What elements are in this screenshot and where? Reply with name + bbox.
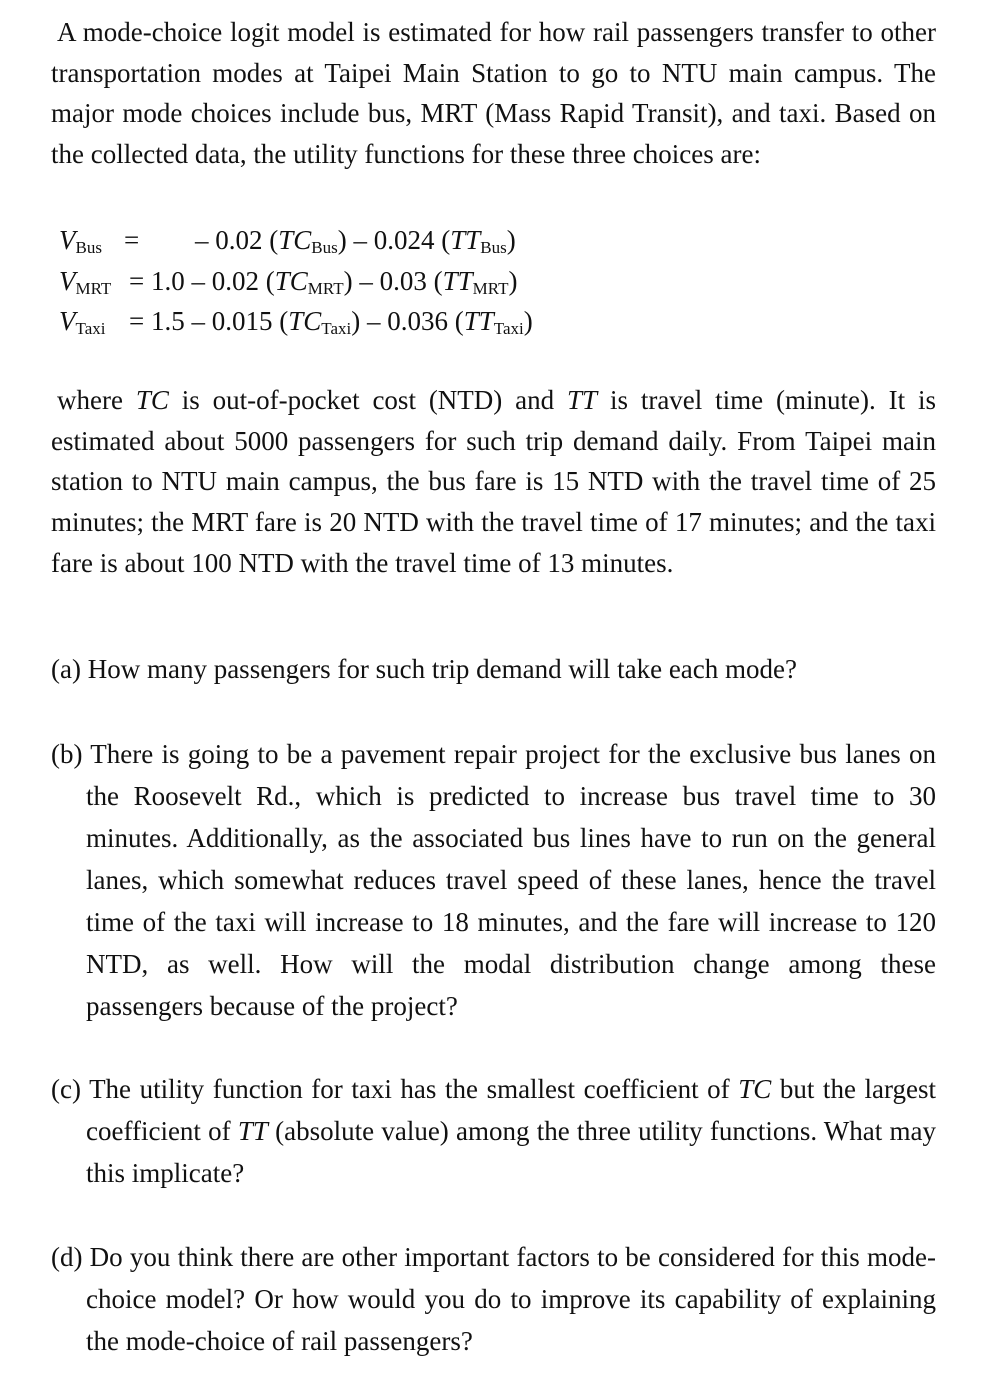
equation-lhs: $V_{MRT}$ xyxy=(59,265,112,298)
intro-paragraph xyxy=(51,12,936,175)
equals-sign: = xyxy=(129,265,145,296)
tt-variable: TT xyxy=(567,385,598,415)
equation-rhs: 1.0 – 0.02 $(TC_{MRT}) - 0.03$ $(TT_{MRT})$ xyxy=(151,265,518,298)
intro-text: A mode-choice logit model is estimated for how rail passengers transfer to other transportation modes at Taipei Main Station to go to NTU main campus. The major mode choices include bus, MRT (Mass Rapid Transit), and taxi. Based on the collected data, the utility functions for these three choices are: xyxy=(51,17,936,170)
equation-lhs: $V_{Bus}$ xyxy=(59,225,102,257)
equation-lhs: $V_{Taxi}$ xyxy=(59,306,106,338)
equals-sign: = xyxy=(124,225,140,255)
tt-variable: TT xyxy=(237,1116,268,1146)
tc-variable: TC xyxy=(738,1074,772,1104)
definitions-paragraph: where TC is out-of-pocket cost (NTD) and TT is travel time (minute). It is estimated about 5000 passengers for such trip demand daily. From Taipei main station to NTU main campus, the bus fare is 15 NTD with the travel time of 25 minutes; the MRT fare is 20 NTD with the travel time of 17 minutes; and the taxi fare is about 100 NTD with the travel time of 13 minutes. xyxy=(51,385,937,578)
question-d: (d) Do you think there are other important factors to be considered for this mode-choice model? Or how would you do to improve its capability of explaining the mode-choice of rail passengers? xyxy=(51,1242,936,1356)
question-a: (a) How many passengers for such trip demand will take each mode? xyxy=(51,654,797,684)
tc-variable: TC xyxy=(135,385,169,415)
equation-rhs: – 0.02 $(TC_{Bus}) - 0.024$ $(TT_{Bus})$ xyxy=(195,225,516,257)
question-b: (b) There is going to be a pavement repair project for the exclusive bus lanes on the Roosevelt Rd., which is predicted to increase bus travel time to 30 minutes. Additionally, as the associated bus lines have to run on the general lanes, which somewhat reduces travel speed of these lanes, hence the travel time of the taxi will increase to 18 minutes, and the fare will increase to 120 NTD, as well. How will the modal distribution change among these passengers because of the project? xyxy=(51,739,936,1021)
equals-sign: = xyxy=(129,306,145,336)
question-c: (c) The utility function for taxi has the smallest coefficient of TC but the largest coefficient of TT (absolute value) among the three utility functions. What may this implicate? xyxy=(51,1074,936,1188)
equation-rhs: 1.5 – 0.015 $(TC_{Taxi}) - 0.036$ $(TT_{Taxi})$ xyxy=(151,306,533,338)
